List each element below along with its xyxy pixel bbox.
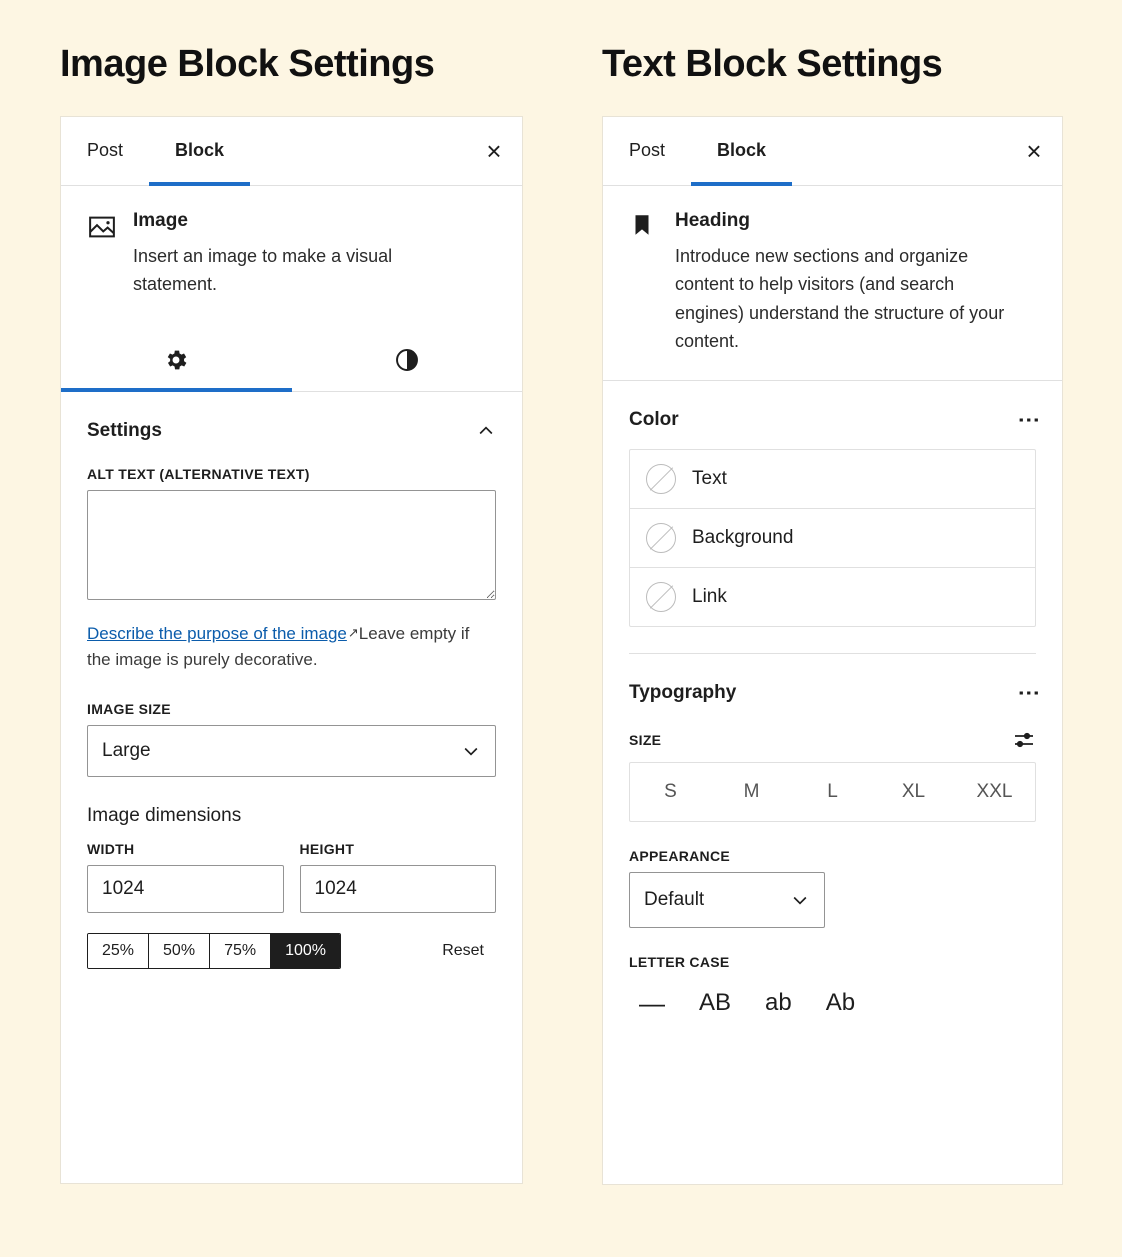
block-description: Insert an image to make a visual statement.: [133, 245, 393, 295]
height-input[interactable]: [300, 865, 497, 913]
width-label: WIDTH: [87, 841, 135, 858]
left-icon-tab-bar: [61, 329, 522, 392]
tab-spacer: [250, 117, 466, 185]
color-swatch-icon: [646, 582, 676, 612]
tab-post[interactable]: Post: [629, 140, 666, 161]
chevron-down-icon: [790, 890, 810, 910]
external-link-icon: ↗: [347, 624, 359, 640]
scale-75-button[interactable]: 75%: [210, 934, 271, 968]
width-input[interactable]: [87, 865, 284, 913]
letter-case-lowercase-button[interactable]: ab: [765, 989, 792, 1017]
scale-25-button[interactable]: 25%: [88, 934, 149, 968]
letter-case-uppercase-button[interactable]: AB: [699, 989, 732, 1017]
color-option-label: Text: [692, 467, 727, 489]
typography-divider-wrap: [603, 627, 1062, 654]
scale-50-button[interactable]: 50%: [149, 934, 210, 968]
image-size-value: Large: [102, 740, 151, 762]
scale-row: [87, 933, 496, 969]
tab-block[interactable]: Block: [149, 117, 250, 185]
color-options-list: [629, 449, 1036, 627]
settings-heading: Settings: [87, 419, 162, 441]
image-size-label: IMAGE SIZE: [87, 701, 171, 718]
block-name: Image: [133, 209, 188, 231]
color-heading: Color: [629, 408, 679, 430]
settings-section: [61, 392, 522, 970]
image-size-select[interactable]: [87, 725, 496, 777]
left-tab-bar: [61, 117, 522, 186]
size-label: SIZE: [629, 731, 662, 748]
image-dimensions-label: Image dimensions: [87, 805, 242, 827]
tab-spacer: [792, 117, 1006, 185]
typography-section-header: [629, 676, 1042, 718]
sliders-icon[interactable]: [1012, 728, 1036, 752]
left-column-title: Image Block Settings: [60, 43, 435, 85]
appearance-select[interactable]: [629, 872, 825, 928]
right-tab-bar: [603, 117, 1062, 186]
tab-block[interactable]: Block: [691, 117, 792, 185]
chevron-down-icon: [461, 741, 481, 761]
tab-settings-icon[interactable]: [61, 329, 292, 391]
tab-styles-icon[interactable]: [292, 329, 523, 391]
color-section: [603, 381, 1062, 627]
letter-case-none-button[interactable]: —: [639, 987, 665, 1018]
width-field-group: [87, 841, 284, 913]
tab-post[interactable]: Post: [87, 140, 124, 161]
image-block-settings-panel: [60, 116, 523, 1184]
close-icon[interactable]: ×: [486, 135, 502, 166]
color-option-link[interactable]: [630, 568, 1035, 626]
scale-button-group: [87, 933, 341, 969]
font-size-m-button[interactable]: M: [743, 780, 760, 802]
alt-text-label: ALT TEXT (ALTERNATIVE TEXT): [87, 465, 310, 482]
text-block-settings-panel: [602, 116, 1063, 1185]
image-block-text: [133, 210, 463, 299]
font-size-xl-button[interactable]: XL: [901, 780, 926, 802]
color-swatch-icon: [646, 523, 676, 553]
color-option-label: Background: [692, 526, 794, 548]
letter-case-button-group: [629, 984, 1036, 1023]
alt-text-input[interactable]: [87, 490, 496, 600]
reset-button[interactable]: Reset: [442, 942, 484, 960]
settings-section-header[interactable]: [87, 414, 496, 456]
color-option-label: Link: [692, 585, 727, 607]
letter-case-label: LETTER CASE: [629, 953, 730, 970]
heading-bookmark-icon: [629, 212, 659, 242]
text-block-column: [602, 0, 1063, 1185]
size-header-row: [629, 728, 1036, 752]
heading-block-description: [603, 186, 1062, 380]
styles-contrast-icon: [394, 347, 420, 373]
letter-case-capitalize-button[interactable]: Ab: [825, 989, 856, 1017]
block-description: Introduce new sections and organize content to help visitors (and search engines) understand the structure of your content.: [675, 245, 1005, 352]
color-swatch-icon: [646, 464, 676, 494]
right-column-title: Text Block Settings: [602, 43, 943, 85]
typography-heading: Typography: [629, 681, 737, 703]
color-option-background[interactable]: [630, 509, 1035, 568]
appearance-value: Default: [644, 888, 705, 910]
describe-purpose-link[interactable]: Describe the purpose of the image: [87, 623, 347, 643]
font-size-l-button[interactable]: L: [827, 780, 838, 802]
heading-block-text: [675, 210, 1005, 356]
alt-text-help: [87, 621, 487, 674]
image-dimensions-row: [87, 841, 496, 913]
image-block-description: [61, 186, 522, 303]
color-section-header: [629, 403, 1042, 445]
alt-text-help-rest: Leave empty if the image is purely decorative.: [87, 623, 470, 670]
image-icon: [87, 212, 117, 242]
font-size-s-button[interactable]: S: [664, 780, 677, 802]
settings-gear-icon: [163, 347, 189, 373]
font-size-xxl-button[interactable]: XXL: [976, 780, 1013, 802]
appearance-label: APPEARANCE: [629, 847, 731, 864]
height-label: HEIGHT: [299, 841, 355, 858]
color-option-text[interactable]: [630, 450, 1035, 509]
typography-section: [603, 654, 1062, 1023]
block-name: Heading: [675, 209, 750, 231]
close-icon[interactable]: ×: [1026, 135, 1042, 166]
more-options-icon[interactable]: ⋮: [1017, 681, 1042, 704]
image-block-column: [60, 0, 523, 1184]
font-size-button-group: [629, 762, 1036, 822]
height-field-group: [300, 841, 497, 913]
scale-100-button[interactable]: 100%: [271, 934, 340, 968]
more-options-icon[interactable]: ⋮: [1017, 408, 1042, 431]
chevron-up-icon[interactable]: [476, 421, 496, 441]
